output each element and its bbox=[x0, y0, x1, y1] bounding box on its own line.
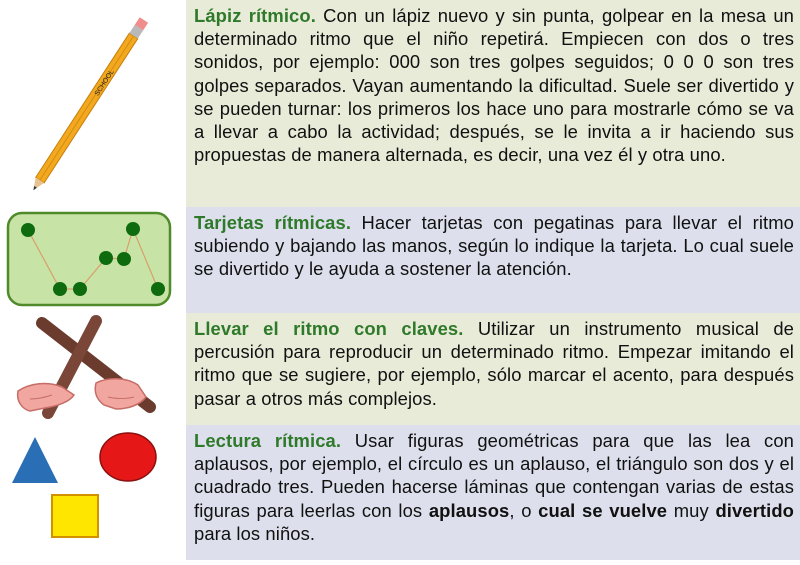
section-body-mid: , o bbox=[509, 499, 539, 521]
section-title: Lectura rítmica. bbox=[194, 430, 342, 451]
section-body: Usar figuras geométricas para que las lea con aplausos, por ejemplo, el círculo es un aplauso, el triángulo son dos y el cuadrado tres. Pueden hacerse láminas que contengan varias de estas figuras para leerlas con los bbox=[194, 430, 795, 521]
section-body: Hacer tarjetas con pegatinas para llevar el ritmo subiendo y bajando las manos, según lo indique la tarjeta. Lo cual suele se divertido y le ayuda a sostener la atención. bbox=[194, 212, 794, 280]
square-icon bbox=[52, 495, 98, 537]
section-tarjetas-ritmicas bbox=[0, 207, 800, 313]
emphasis: aplausos bbox=[428, 499, 510, 521]
svg-text:SCHOOL: SCHOOL bbox=[93, 68, 116, 98]
section-title: Lápiz rítmico. bbox=[194, 5, 316, 26]
section-body-mid: muy bbox=[667, 499, 716, 521]
section-lapiz-ritmico bbox=[0, 0, 800, 207]
section-body: Utilizar un instrumento musical de percusión para reproducir un determinado ritmo. Empezar imitando el ritmo que se sugiere, por ejemplo, sólo marcar el acento, para después pasar a otros más complejos. bbox=[194, 318, 795, 409]
section-text bbox=[186, 313, 800, 425]
emphasis: cual se vuelve bbox=[538, 499, 668, 521]
section-title: Tarjetas rítmicas. bbox=[194, 212, 352, 233]
section-claves bbox=[0, 313, 800, 425]
pencil-icon bbox=[0, 0, 180, 207]
section-body: Con un lápiz nuevo y sin punta, golpear en la mesa un determinado ritmo que el niño repetirá. Empiecen con dos o tres sonidos, por ejemplo: 000 son tres golpes seguidos; 0 0 0 son tres golpes separados. Vayan aumentando la dificultad. Suele ser divertido y se pueden turnar: los primeros los hace uno para mostrarle cómo se va a llevar a cabo la actividad; después, se le invita a ir haciendo sus propuestas de manera alternada, es decir, una vez él y otra uno. bbox=[194, 5, 794, 166]
emphasis: divertido bbox=[715, 499, 794, 521]
rhythm-card-icon bbox=[0, 207, 180, 313]
section-text bbox=[186, 0, 800, 207]
circle-icon bbox=[100, 433, 156, 481]
section-text bbox=[186, 207, 800, 313]
section-text bbox=[186, 425, 800, 560]
section-lectura-ritmica bbox=[0, 425, 800, 560]
geometric-shapes-icon bbox=[0, 425, 180, 560]
claves-hands-icon bbox=[0, 313, 180, 425]
section-body-end: para los niños. bbox=[194, 522, 316, 544]
triangle-icon bbox=[12, 437, 58, 483]
section-title: Llevar el ritmo con claves. bbox=[194, 318, 464, 339]
